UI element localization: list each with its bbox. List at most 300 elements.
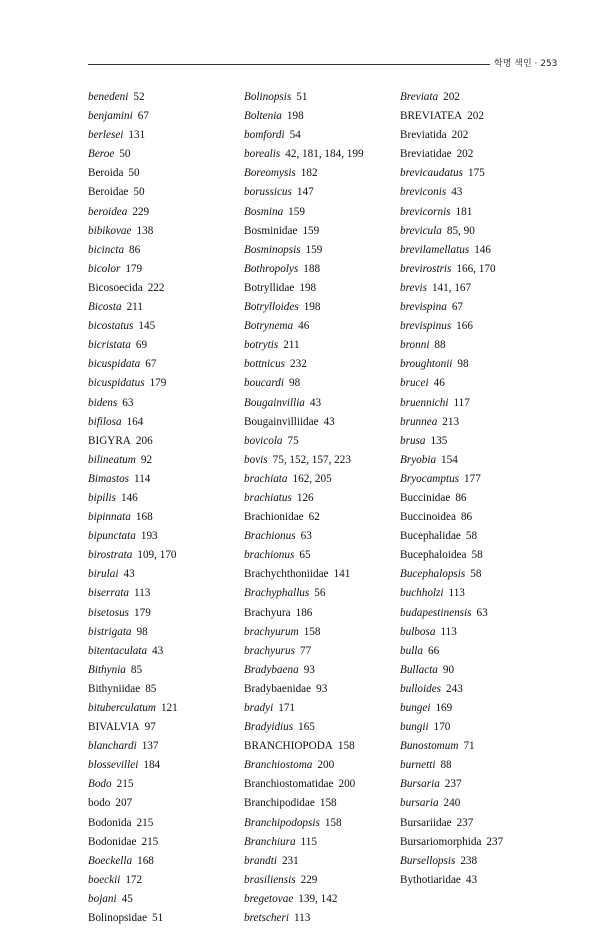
index-term: Bougainvilliidae: [244, 415, 319, 428]
index-page-numbers: 168: [135, 511, 153, 524]
index-term: Bicosta: [88, 301, 122, 314]
index-entry: [244, 833, 364, 852]
index-page-numbers: 51: [296, 91, 308, 103]
index-page-numbers: 213: [442, 415, 460, 428]
index-page-numbers: 175: [467, 167, 485, 180]
index-term: Bothropolys: [244, 262, 299, 275]
index-term: burnetti: [400, 759, 436, 772]
index-term: Boltenia: [244, 110, 282, 123]
index-page-numbers: 238: [460, 854, 478, 867]
index-page-numbers: 181: [455, 205, 473, 218]
index-term: Bolinopsis: [244, 91, 292, 103]
index-term: bicristata: [88, 339, 131, 352]
index-page-numbers: 54: [289, 129, 301, 142]
index-page-numbers: 71: [463, 740, 475, 753]
index-page-numbers: 58: [471, 549, 483, 562]
index-term: Bursellopsis: [400, 854, 456, 867]
index-entry: [400, 183, 503, 202]
index-page-numbers: 114: [134, 472, 151, 485]
index-entry: [244, 374, 364, 393]
index-entry: [88, 203, 178, 222]
index-page-numbers: 215: [141, 835, 159, 848]
index-term: bruennichi: [400, 396, 449, 409]
index-page-numbers: 231: [281, 854, 299, 867]
index-page-numbers: 58: [470, 568, 482, 581]
index-page-numbers: 131: [128, 129, 146, 142]
index-page-numbers: 232: [290, 358, 307, 371]
index-page-numbers: 165: [298, 721, 315, 734]
index-entry: [400, 470, 503, 489]
index-term: bradyi: [244, 702, 274, 714]
index-term: Brachychthoniidae: [244, 568, 329, 581]
index-term: bicostatus: [88, 320, 134, 333]
index-term: brachiatus: [244, 491, 292, 504]
index-entry: [88, 756, 178, 775]
index-entry: [88, 298, 178, 317]
index-term: brevicornis: [400, 205, 451, 218]
index-entry: [88, 88, 178, 107]
index-term: Brachionus: [244, 530, 296, 543]
index-term: budapestinensis: [400, 606, 472, 619]
index-term: bronni: [400, 339, 430, 352]
index-entry: [88, 661, 178, 680]
index-term: Botryllidae: [244, 281, 295, 294]
index-entry: [88, 183, 178, 202]
index-page-numbers: 63: [300, 530, 312, 543]
index-entry: [244, 565, 364, 584]
index-entry: [88, 890, 178, 909]
index-page-numbers: 85, 90: [446, 224, 475, 237]
index-term: Bursaria: [400, 778, 440, 791]
index-page-numbers: 75, 152, 157, 223: [272, 453, 351, 466]
index-term: Beroe: [88, 148, 115, 161]
index-page-numbers: 164: [126, 415, 144, 428]
index-page-numbers: 51: [152, 912, 164, 925]
index-entry: [88, 680, 178, 699]
index-entry: [400, 317, 503, 336]
index-page-numbers: 179: [134, 606, 151, 619]
index-page-numbers: 86: [129, 243, 141, 256]
index-term: Breviata: [400, 91, 439, 103]
index-entry: [88, 126, 178, 145]
index-term: bituberculatum: [88, 702, 156, 714]
index-term: brevirostris: [400, 262, 452, 275]
index-entry: [400, 642, 503, 661]
index-term: borussicus: [244, 186, 292, 199]
index-term: Bunostomum: [400, 740, 459, 753]
index-page-numbers: 207: [115, 797, 133, 810]
index-page-numbers: 85: [145, 682, 157, 695]
index-entry: [88, 642, 178, 661]
index-page-numbers: 86: [455, 491, 467, 504]
index-entry: [88, 909, 178, 928]
index-entry: [400, 145, 503, 164]
index-page-numbers: 158: [319, 797, 337, 810]
index-page-numbers: 98: [136, 625, 148, 638]
index-entry: [244, 222, 364, 241]
index-page-numbers: 139, 142: [298, 892, 338, 905]
index-term: bregetovae: [244, 892, 294, 905]
index-entry: [400, 298, 503, 317]
index-entry: [244, 546, 364, 565]
index-entry: [88, 432, 178, 451]
index-entry: [244, 279, 364, 298]
index-term: blossevillei: [88, 759, 139, 772]
index-entry: [88, 775, 178, 794]
index-entry: [400, 413, 503, 432]
index-page-numbers: 154: [441, 453, 458, 466]
index-entry: [88, 355, 178, 374]
index-entry: [88, 145, 178, 164]
index-page-numbers: 200: [338, 778, 356, 791]
index-entry: [400, 680, 503, 699]
index-entry: [88, 604, 178, 623]
index-term: Bodonida: [88, 816, 132, 829]
index-page-numbers: 43: [465, 873, 478, 886]
index-page-numbers: 56: [314, 587, 326, 600]
index-term: boucardi: [244, 377, 284, 390]
index-page-numbers: 77: [299, 644, 312, 657]
index-term: brevilamellatus: [400, 243, 470, 256]
index-entry: [244, 852, 364, 871]
index-page-numbers: 92: [140, 453, 153, 466]
index-page-numbers: 159: [288, 205, 305, 218]
index-term: Breviatida: [400, 129, 447, 142]
index-page-numbers: 202: [443, 91, 460, 103]
index-term: Brachyphallus: [244, 587, 310, 600]
index-term: brachiata: [244, 472, 288, 485]
index-term: bojani: [88, 892, 117, 905]
index-term: Bursariomorphida: [400, 835, 482, 848]
index-entry: [400, 508, 503, 527]
index-entry: [244, 298, 364, 317]
index-page-numbers: 147: [296, 186, 314, 199]
index-page-numbers: 200: [317, 759, 335, 772]
index-term: bifilosa: [88, 415, 122, 428]
index-entry: [400, 88, 503, 107]
index-term: bulla: [400, 644, 423, 657]
index-page-numbers: 75: [287, 434, 299, 447]
index-page-numbers: 206: [135, 434, 153, 447]
index-term: Bithynia: [88, 663, 126, 676]
index-entry: [244, 623, 364, 642]
index-page-numbers: 50: [119, 148, 131, 161]
index-term: bodo: [88, 797, 111, 810]
header-rule: [88, 64, 490, 65]
index-page-numbers: 135: [430, 434, 448, 447]
index-page-numbers: 166: [456, 320, 473, 333]
index-term: birulai: [88, 568, 119, 581]
index-entry: [88, 336, 178, 355]
index-term: bursaria: [400, 797, 439, 810]
index-entry: [88, 317, 178, 336]
index-page-numbers: 237: [444, 778, 462, 791]
index-page-numbers: 63: [476, 606, 488, 619]
index-term: Bythotiaridae: [400, 873, 461, 886]
index-page-numbers: 240: [443, 797, 461, 810]
index-entry: [400, 107, 503, 126]
index-entry: [244, 642, 364, 661]
index-entry: [400, 718, 503, 737]
index-entry: [400, 584, 503, 603]
index-entry: [244, 413, 364, 432]
index-term: bottnicus: [244, 358, 286, 371]
index-term: BIVALVIA: [88, 721, 140, 734]
index-entry: [88, 489, 178, 508]
index-page-numbers: 168: [137, 854, 154, 867]
index-page-numbers: 138: [136, 224, 154, 237]
index-entry: [88, 871, 178, 890]
index-page-numbers: 43: [323, 415, 335, 428]
index-term: Breviatidae: [400, 148, 452, 161]
index-entry: [400, 623, 503, 642]
index-entry: [88, 164, 178, 183]
index-term: brachionus: [244, 549, 295, 562]
index-entry: [88, 699, 178, 718]
index-term: benjamini: [88, 110, 133, 123]
index-entry: [244, 890, 364, 909]
index-entry: [88, 260, 178, 279]
index-page-numbers: 193: [140, 530, 158, 543]
index-page-numbers: 93: [303, 663, 315, 676]
index-page-numbers: 170: [433, 721, 451, 734]
index-term: Bursariidae: [400, 816, 452, 829]
index-page-numbers: 88: [440, 759, 452, 772]
index-entry: [400, 222, 503, 241]
index-term: Bosmina: [244, 205, 284, 218]
index-entry: [244, 909, 364, 928]
index-term: Bryobia: [400, 453, 437, 466]
index-term: bulloides: [400, 682, 442, 695]
index-page-numbers: 237: [486, 835, 504, 848]
index-entry: [88, 565, 178, 584]
index-column-2: [244, 88, 364, 928]
index-entry: [88, 584, 178, 603]
index-page-numbers: 93: [316, 682, 328, 695]
index-term: bicuspidata: [88, 358, 141, 371]
index-term: bibikovae: [88, 224, 132, 237]
index-term: Bradybaena: [244, 663, 299, 676]
index-page-numbers: 45: [121, 892, 133, 905]
index-entry: [244, 584, 364, 603]
index-term: Boreomysis: [244, 167, 296, 180]
index-page-numbers: 113: [448, 587, 465, 600]
index-page-numbers: 66: [428, 644, 440, 657]
index-term: boeckii: [88, 873, 121, 886]
index-page-numbers: 158: [324, 816, 342, 829]
index-entry: [244, 203, 364, 222]
index-term: Bryocamptus: [400, 472, 460, 485]
index-term: brachyurus: [244, 644, 295, 657]
index-entry: [244, 775, 364, 794]
index-entry: [400, 260, 503, 279]
index-page-numbers: 177: [464, 472, 481, 485]
index-term: Branchiura: [244, 835, 296, 848]
index-term: beroidea: [88, 205, 128, 218]
index-entry: [244, 241, 364, 260]
index-entry: [88, 833, 178, 852]
index-entry: [400, 699, 503, 718]
index-term: bicuspidatus: [88, 377, 145, 390]
index-term: Bucephalopsis: [400, 568, 466, 581]
index-term: buchholzi: [400, 587, 444, 600]
index-term: Bimastos: [88, 472, 130, 485]
index-page-numbers: 63: [122, 396, 134, 409]
index-page-numbers: 67: [145, 358, 157, 371]
index-page-numbers: 58: [465, 530, 478, 543]
index-page-numbers: 184: [143, 759, 161, 772]
index-entry: [244, 317, 364, 336]
index-term: Bucephaloidea: [400, 549, 467, 562]
index-term: Beroidae: [88, 186, 129, 199]
index-term: BREVIATEA: [400, 110, 463, 123]
index-entry: [88, 470, 178, 489]
index-term: Botrylloides: [244, 301, 299, 314]
index-entry: [88, 508, 178, 527]
index-entry: [88, 852, 178, 871]
index-entry: [400, 565, 503, 584]
index-page-numbers: 46: [433, 377, 445, 390]
index-entry: [88, 374, 178, 393]
index-page-numbers: 182: [300, 167, 318, 180]
index-term: Bolinopsidae: [88, 912, 148, 925]
index-page-numbers: 98: [457, 358, 469, 371]
index-term: Bosminopsis: [244, 243, 301, 256]
index-term: Branchipodopsis: [244, 816, 320, 829]
index-term: bistrigata: [88, 625, 132, 638]
index-page-numbers: 113: [134, 587, 151, 600]
index-entry: [244, 871, 364, 890]
index-page-numbers: 115: [300, 835, 317, 848]
index-page-numbers: 98: [288, 377, 301, 390]
index-term: botrytis: [244, 339, 279, 352]
index-page-numbers: 85: [130, 663, 143, 676]
index-term: biserrata: [88, 587, 130, 600]
index-page-numbers: 243: [446, 682, 463, 695]
index-term: bipilis: [88, 491, 116, 504]
index-term: bovicola: [244, 434, 283, 447]
index-term: bretscheri: [244, 912, 289, 925]
index-term: benedeni: [88, 91, 129, 103]
index-term: brandti: [244, 854, 277, 867]
index-term: Brachionidae: [244, 511, 304, 524]
index-entry: [88, 623, 178, 642]
index-entry: [88, 737, 178, 756]
index-term: Bithyniidae: [88, 682, 141, 695]
index-entry: [400, 833, 503, 852]
index-page-numbers: 52: [133, 91, 145, 103]
index-term: blanchardi: [88, 740, 137, 753]
index-entry: [400, 374, 503, 393]
index-page-numbers: 158: [303, 625, 321, 638]
index-entry: [244, 88, 364, 107]
index-entry: [244, 661, 364, 680]
index-page-numbers: 88: [434, 339, 446, 352]
index-entry: [244, 737, 364, 756]
index-entry: [244, 794, 364, 813]
index-page-numbers: 146: [120, 491, 138, 504]
index-column-1: [88, 88, 178, 928]
index-term: BRANCHIOPODA: [244, 740, 333, 753]
index-term: Bosminidae: [244, 224, 298, 237]
index-term: Bradyidius: [244, 721, 294, 734]
index-entry: [244, 164, 364, 183]
index-entry: [400, 527, 503, 546]
index-page-numbers: 215: [116, 778, 134, 791]
index-entry: [400, 451, 503, 470]
index-page-numbers: 158: [337, 740, 355, 753]
index-entry: [88, 718, 178, 737]
index-term: brevicula: [400, 224, 442, 237]
index-entry: [244, 680, 364, 699]
index-term: bungii: [400, 721, 429, 734]
index-page-numbers: 159: [305, 243, 323, 256]
index-term: brunnea: [400, 415, 438, 428]
index-entry: [244, 470, 364, 489]
index-entry: [244, 699, 364, 718]
index-term: bovis: [244, 453, 268, 466]
index-page-numbers: 215: [136, 816, 154, 829]
index-page-numbers: 211: [283, 339, 300, 352]
index-entry: [244, 260, 364, 279]
index-term: Bodonidae: [88, 835, 137, 848]
index-term: Bucephalidae: [400, 530, 461, 543]
index-term: Branchiostomatidae: [244, 778, 334, 791]
index-entry: [88, 794, 178, 813]
index-entry: [88, 394, 178, 413]
index-term: broughtonii: [400, 358, 453, 371]
index-entry: [244, 126, 364, 145]
index-page-numbers: 46: [298, 320, 310, 333]
index-page-numbers: 43: [309, 396, 322, 409]
index-entry: [400, 775, 503, 794]
index-entry: [400, 203, 503, 222]
index-page-numbers: 86: [460, 511, 473, 524]
index-entry: [88, 279, 178, 298]
index-term: brachyurum: [244, 625, 299, 638]
index-term: Bodo: [88, 778, 112, 791]
index-term: Beroida: [88, 167, 124, 180]
index-term: Buccinoidea: [400, 511, 456, 524]
index-page-numbers: 67: [137, 110, 149, 123]
index-page-numbers: 145: [138, 320, 156, 333]
index-page-numbers: 202: [456, 148, 474, 161]
index-entry: [244, 508, 364, 527]
index-entry: [400, 394, 503, 413]
index-entry: [400, 852, 503, 871]
index-page-numbers: 229: [300, 873, 318, 886]
index-page-numbers: 186: [295, 606, 313, 619]
index-page-numbers: 179: [149, 377, 167, 390]
index-term: bidens: [88, 396, 118, 409]
index-page-numbers: 222: [147, 281, 165, 294]
index-term: brevis: [400, 281, 427, 294]
index-page-numbers: 162, 205: [292, 472, 332, 485]
index-page-numbers: 198: [303, 301, 321, 314]
index-page-numbers: 113: [293, 912, 311, 925]
index-page-numbers: 141: [333, 568, 351, 581]
index-term: Branchipodidae: [244, 797, 315, 810]
index-term: Boeckella: [88, 854, 133, 867]
index-page-numbers: 202: [467, 110, 484, 123]
index-entry: [400, 661, 503, 680]
index-entry: [400, 336, 503, 355]
index-term: brucei: [400, 377, 429, 390]
index-page-numbers: 141, 167: [431, 281, 472, 294]
index-term: bulbosa: [400, 625, 436, 638]
running-header: 학명 색인 · 253: [494, 59, 558, 69]
index-page-numbers: 198: [299, 281, 317, 294]
